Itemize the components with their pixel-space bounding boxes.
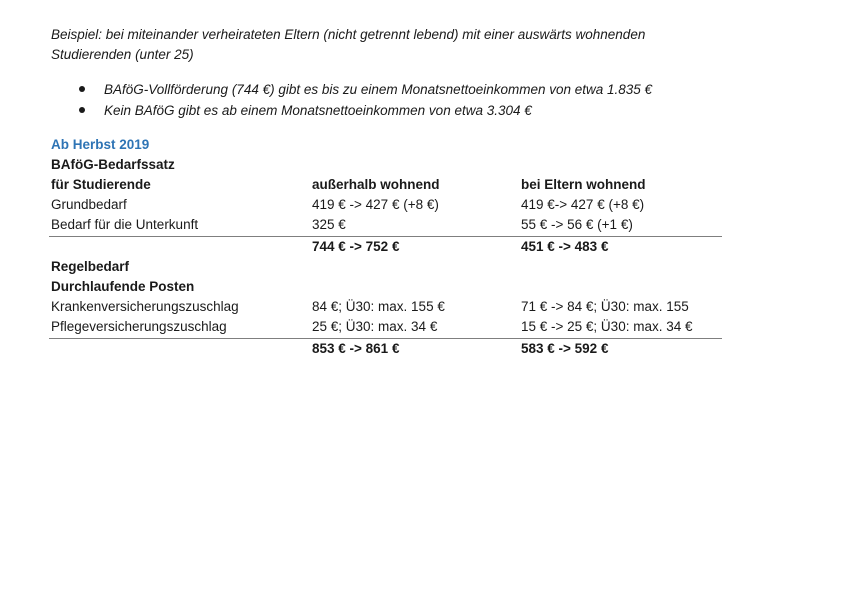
- group-label-row: [49, 257, 722, 277]
- list-item: [51, 100, 652, 121]
- row-value-eltern: 15 € -> 25 €; Ü30: max. 34 €: [521, 319, 693, 334]
- subtotal-row: [49, 237, 722, 257]
- header-col-1: für Studierende: [51, 177, 151, 192]
- bullet-icon: [79, 86, 85, 92]
- bullet-text: BAföG-Vollförderung (744 €) gibt es bis zu einem Monatsnettoeinkommen von etwa 1.835 €: [104, 82, 653, 97]
- table-row: [49, 297, 722, 317]
- row-value-auswaerts: 419 € -> 427 € (+8 €): [312, 197, 439, 212]
- table-title-row: [49, 155, 722, 175]
- table-row: [49, 215, 722, 235]
- row-label: Krankenversicherungszuschlag: [51, 299, 239, 314]
- row-value-eltern: 419 €-> 427 € (+8 €): [521, 197, 645, 212]
- subtotal-auswaerts: 744 € -> 752 €: [312, 239, 400, 254]
- group-label-row: [49, 277, 722, 297]
- row-value-eltern: 55 € -> 56 € (+1 €): [521, 217, 633, 232]
- intro-line-1: Beispiel: bei miteinander verheirateten Eltern (nicht getrennt lebend) mit einer auswärts wohnenden: [51, 27, 646, 42]
- intro-paragraph: [51, 25, 751, 65]
- row-label: Grundbedarf: [51, 197, 127, 212]
- table-title: BAföG-Bedarfssatz: [51, 157, 175, 172]
- bedarf-table: [49, 155, 722, 359]
- row-label: Bedarf für die Unterkunft: [51, 217, 199, 232]
- table-row: [49, 195, 722, 215]
- row-value-auswaerts: 25 €; Ü30: max. 34 €: [312, 319, 438, 334]
- intro-line-2: Studierenden (unter 25): [51, 47, 194, 62]
- row-value-auswaerts: 325 €: [312, 217, 346, 232]
- total-row: [49, 339, 722, 359]
- section-heading: Ab Herbst 2019: [51, 137, 150, 152]
- row-label: Pflegeversicherungszuschlag: [51, 319, 227, 334]
- list-item: [51, 79, 652, 100]
- row-value-eltern: 71 € -> 84 €; Ü30: max. 155: [521, 299, 689, 314]
- bullet-icon: [79, 107, 85, 113]
- total-auswaerts: 853 € -> 861 €: [312, 341, 400, 356]
- bullet-text: Kein BAföG gibt es ab einem Monatsnettoeinkommen von etwa 3.304 €: [104, 103, 532, 118]
- header-col-2: außerhalb wohnend: [312, 177, 440, 192]
- group-label-durchlaufende-posten: Durchlaufende Posten: [51, 279, 195, 294]
- group-label-regelbedarf: Regelbedarf: [51, 259, 130, 274]
- row-value-auswaerts: 84 €; Ü30: max. 155 €: [312, 299, 445, 314]
- subtotal-eltern: 451 € -> 483 €: [521, 239, 609, 254]
- header-col-3: bei Eltern wohnend: [521, 177, 646, 192]
- table-header-row: [49, 175, 722, 195]
- bullet-list: [51, 79, 652, 121]
- total-eltern: 583 € -> 592 €: [521, 341, 609, 356]
- table-row: [49, 317, 722, 337]
